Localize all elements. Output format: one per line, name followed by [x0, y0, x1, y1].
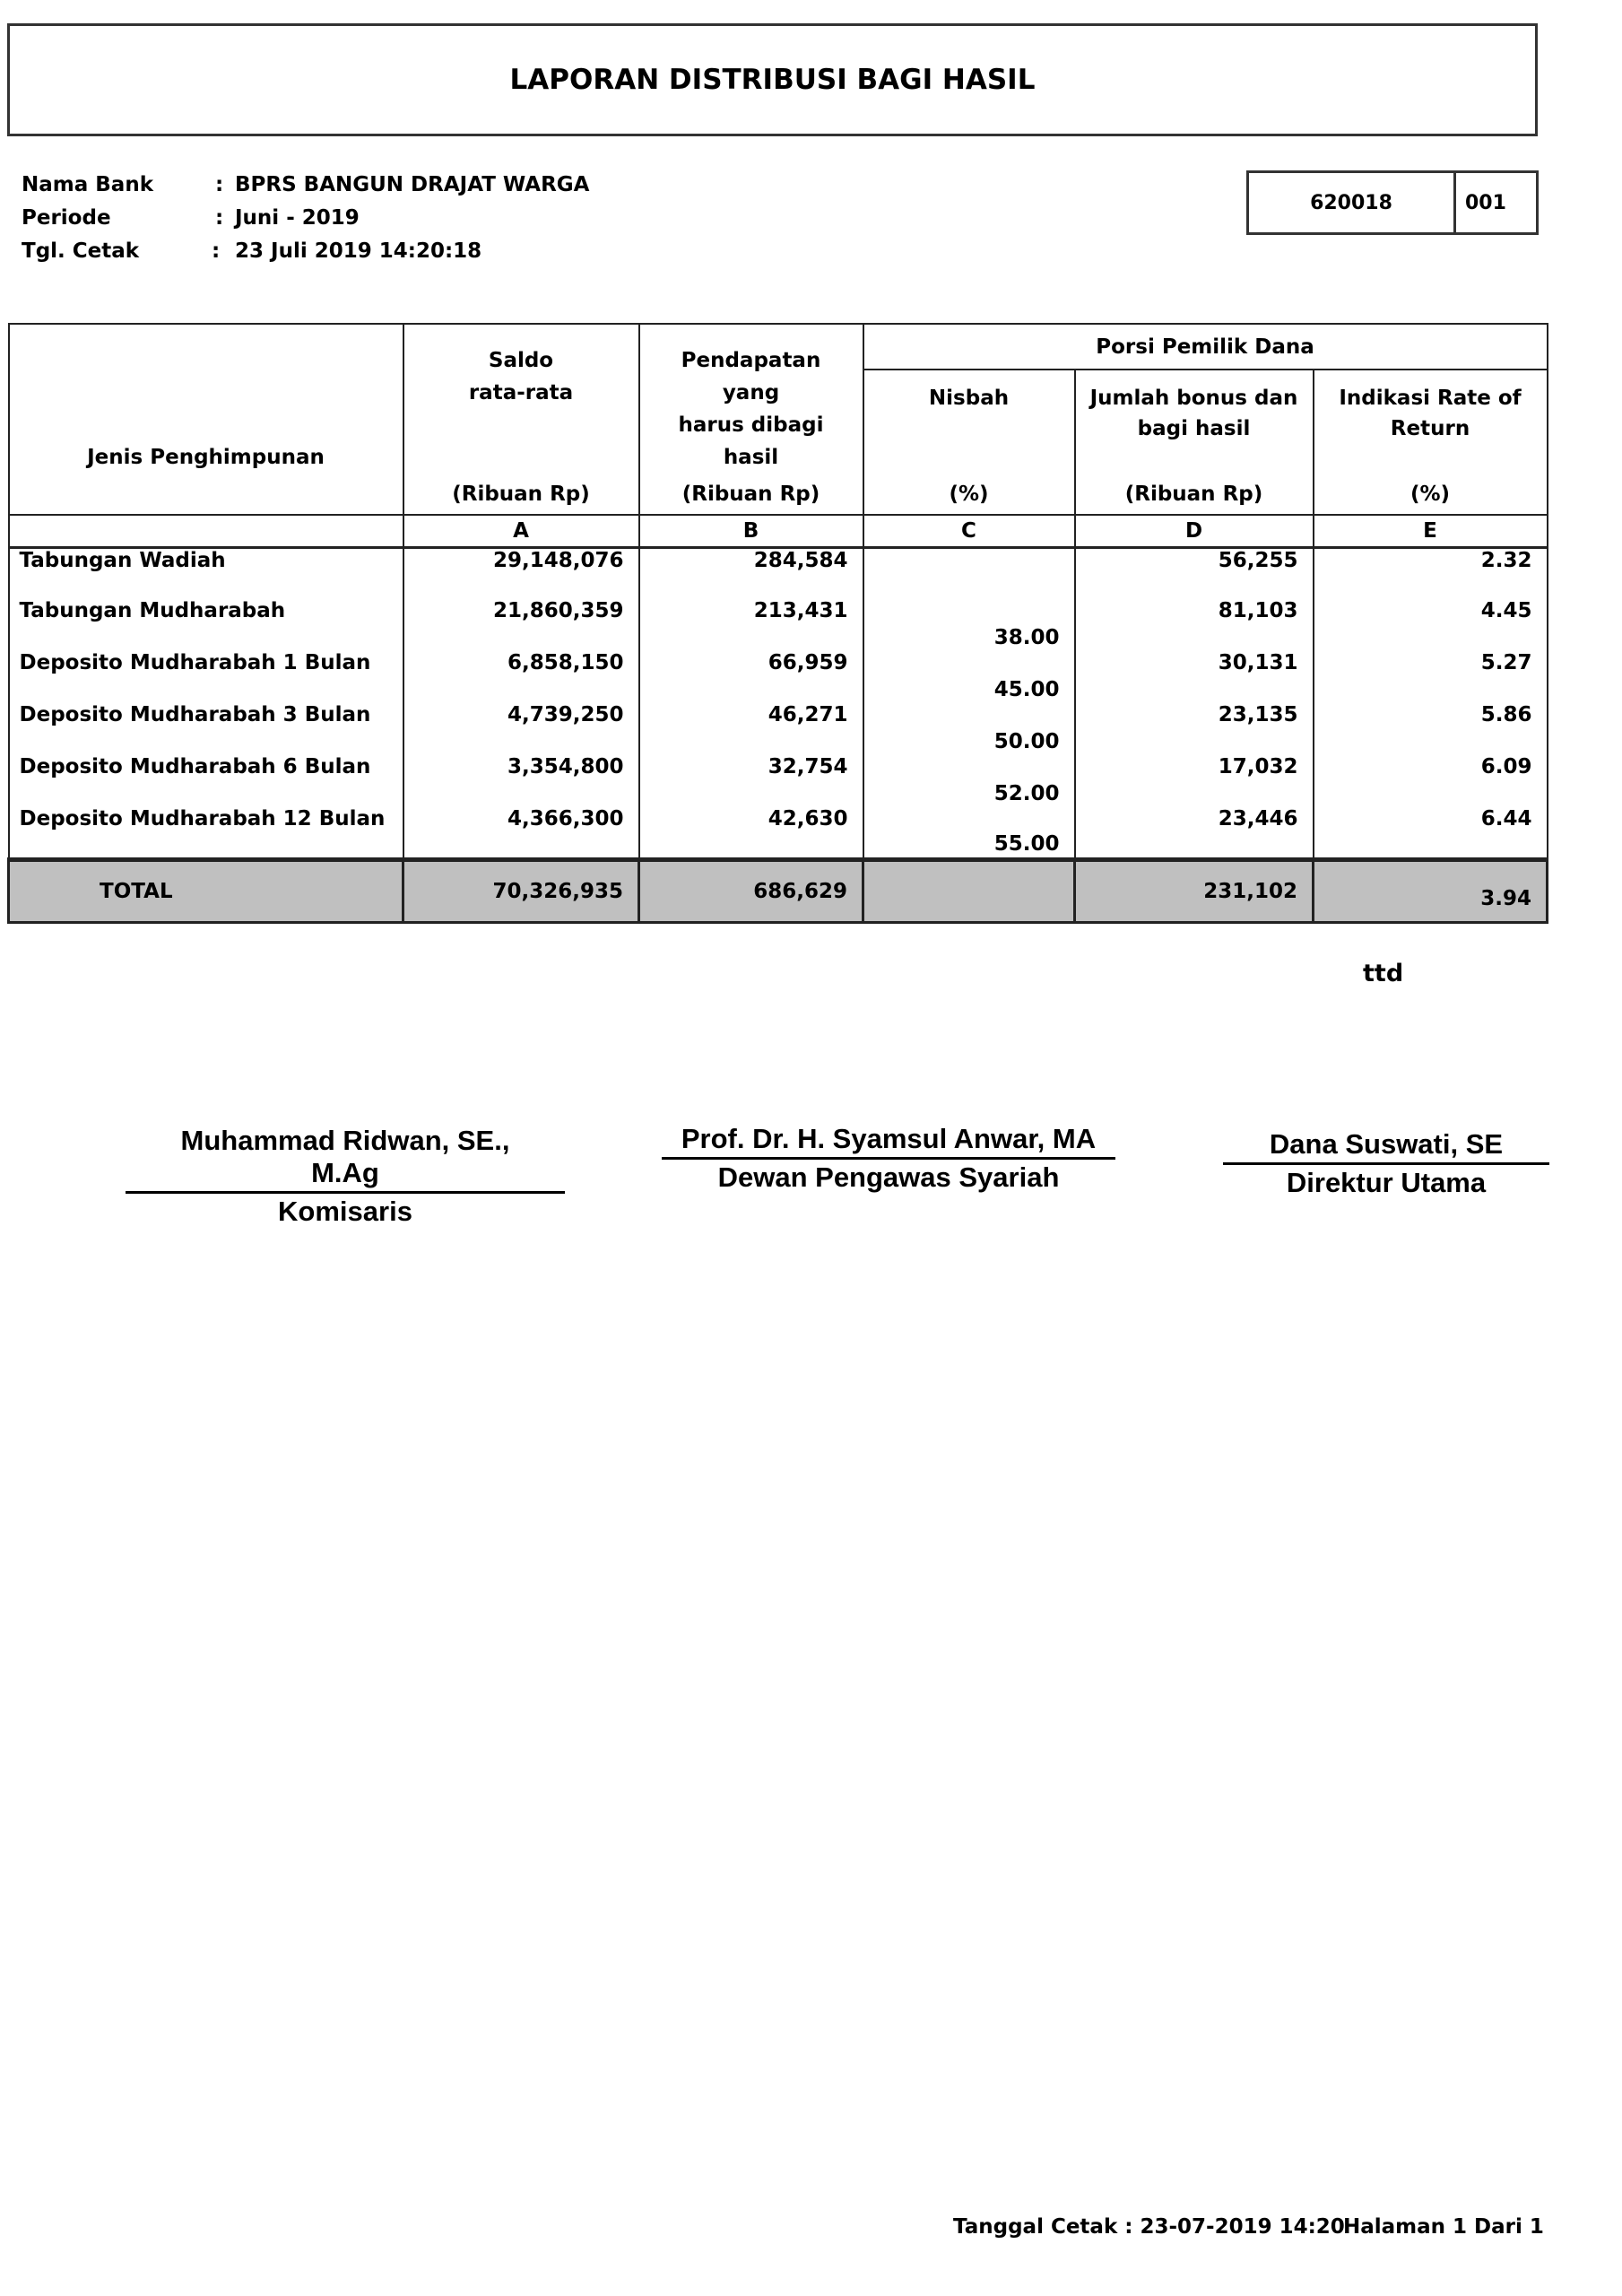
total-nisbah — [863, 859, 1075, 922]
total-saldo: 70,326,935 — [403, 859, 639, 922]
cell-saldo: 6,858,150 — [403, 651, 639, 703]
report-title-box — [7, 23, 1538, 136]
signature-name: Prof. Dr. H. Syamsul Anwar, MA — [662, 1123, 1115, 1160]
header-pendapatan-unit: (Ribuan Rp) — [639, 474, 863, 515]
cell-jumlah: 56,255 — [1075, 547, 1314, 599]
bank-name-label: Nama Bank — [22, 173, 153, 196]
cell-pendapatan: 42,630 — [639, 807, 863, 859]
cell-nisbah: 45.00 — [863, 651, 1075, 703]
header-indikasi-unit: (%) — [1314, 474, 1548, 515]
header-saldo-line1: Saldo — [488, 349, 554, 372]
header-pendapatan-line1: Pendapatan yang — [681, 349, 821, 404]
cell-pendapatan: 284,584 — [639, 547, 863, 599]
cell-nisbah: 52.00 — [863, 755, 1075, 807]
header-indikasi-line2: Return — [1390, 417, 1470, 441]
signature-role: Dewan Pengawas Syariah — [717, 1161, 1060, 1193]
header-saldo-line2: rata-rata — [468, 381, 574, 404]
bank-name-colon: : — [215, 173, 224, 196]
header-saldo-unit: (Ribuan Rp) — [403, 474, 639, 515]
header-jumlah-unit: (Ribuan Rp) — [1075, 474, 1314, 515]
cell-saldo: 4,366,300 — [403, 807, 639, 859]
col-letter-d: D — [1075, 515, 1314, 547]
cell-jenis: Tabungan Mudharabah — [9, 599, 403, 651]
cell-indikasi: 6.09 — [1314, 755, 1548, 807]
header-pendapatan-line2: harus dibagi hasil — [678, 413, 824, 469]
cell-jenis: Deposito Mudharabah 1 Bulan — [9, 651, 403, 703]
header-porsi: Porsi Pemilik Dana — [863, 324, 1548, 370]
print-date-colon: : — [212, 239, 221, 263]
cell-jenis: Tabungan Wadiah — [9, 547, 403, 599]
cell-jenis: Deposito Mudharabah 6 Bulan — [9, 755, 403, 807]
table-row — [9, 703, 1548, 755]
cell-saldo: 3,354,800 — [403, 755, 639, 807]
cell-jumlah: 23,135 — [1075, 703, 1314, 755]
table-row — [9, 599, 1548, 651]
print-date-label: Tgl. Cetak — [22, 239, 140, 263]
header-saldo — [403, 324, 639, 474]
total-label: TOTAL — [9, 859, 403, 922]
footer-print-date: Tanggal Cetak : 23-07-2019 14:20 — [953, 2215, 1345, 2239]
total-indikasi: 3.94 — [1314, 859, 1548, 922]
col-letter-c: C — [863, 515, 1075, 547]
signature-name: Muhammad Ridwan, SE., M.Ag — [126, 1125, 565, 1194]
cell-nisbah: 50.00 — [863, 703, 1075, 755]
cell-pendapatan: 46,271 — [639, 703, 863, 755]
header-jumlah — [1075, 370, 1314, 474]
signature-role: Komisaris — [278, 1196, 412, 1227]
branch-code: 001 — [1465, 191, 1506, 214]
cell-pendapatan: 213,431 — [639, 599, 863, 651]
col-letter-a: A — [403, 515, 639, 547]
table-row — [9, 755, 1548, 807]
print-date-value: 23 Juli 2019 14:20:18 — [235, 239, 482, 263]
period-colon: : — [215, 206, 224, 230]
header-pendapatan — [639, 324, 863, 474]
signature-name: Dana Suswati, SE — [1223, 1128, 1549, 1165]
cell-indikasi: 2.32 — [1314, 547, 1548, 599]
cell-jumlah: 17,032 — [1075, 755, 1314, 807]
header-jenis: Jenis Penghimpunan — [9, 324, 403, 515]
header-jumlah-line1: Jumlah bonus dan — [1089, 387, 1298, 411]
total-pendapatan: 686,629 — [639, 859, 863, 922]
cell-nisbah: 55.00 — [863, 807, 1075, 859]
col-letter-e: E — [1314, 515, 1548, 547]
signature-direktur — [1223, 1128, 1549, 1199]
ttd-mark: ttd — [1363, 960, 1404, 987]
cell-jenis: Deposito Mudharabah 3 Bulan — [9, 703, 403, 755]
header-nisbah-unit: (%) — [863, 474, 1075, 515]
cell-indikasi: 4.45 — [1314, 599, 1548, 651]
footer-page-number: Halaman 1 Dari 1 — [1343, 2215, 1544, 2239]
table-row — [9, 547, 1548, 599]
distribution-table — [7, 323, 1548, 924]
header-nisbah: Nisbah — [863, 370, 1075, 474]
cell-pendapatan: 66,959 — [639, 651, 863, 703]
cell-saldo: 29,148,076 — [403, 547, 639, 599]
cell-indikasi: 5.27 — [1314, 651, 1548, 703]
header-indikasi — [1314, 370, 1548, 474]
period-label: Periode — [22, 206, 111, 230]
cell-indikasi: 6.44 — [1314, 807, 1548, 859]
cell-jenis: Deposito Mudharabah 12 Bulan — [9, 807, 403, 859]
period-value: Juni - 2019 — [235, 206, 360, 230]
report-title: LAPORAN DISTRIBUSI BAGI HASIL — [509, 64, 1036, 96]
table-row — [9, 807, 1548, 859]
table-row — [9, 651, 1548, 703]
cell-jumlah: 30,131 — [1075, 651, 1314, 703]
total-jumlah: 231,102 — [1075, 859, 1314, 922]
col-letter-b: B — [639, 515, 863, 547]
bank-code-box — [1246, 170, 1539, 235]
bank-name-value: BPRS BANGUN DRAJAT WARGA — [235, 173, 590, 196]
total-row — [9, 859, 1548, 922]
cell-pendapatan: 32,754 — [639, 755, 863, 807]
cell-saldo: 4,739,250 — [403, 703, 639, 755]
cell-nisbah: 38.00 — [863, 599, 1075, 651]
header-jumlah-line2: bagi hasil — [1137, 417, 1251, 441]
cell-jumlah: 23,446 — [1075, 807, 1314, 859]
bank-code: 620018 — [1249, 173, 1456, 232]
cell-nisbah — [863, 547, 1075, 599]
header-indikasi-line1: Indikasi Rate of — [1339, 387, 1522, 411]
cell-jumlah: 81,103 — [1075, 599, 1314, 651]
signature-komisaris — [126, 1125, 565, 1228]
cell-saldo: 21,860,359 — [403, 599, 639, 651]
cell-indikasi: 5.86 — [1314, 703, 1548, 755]
signature-role: Direktur Utama — [1286, 1167, 1487, 1198]
signature-dps — [662, 1123, 1115, 1194]
